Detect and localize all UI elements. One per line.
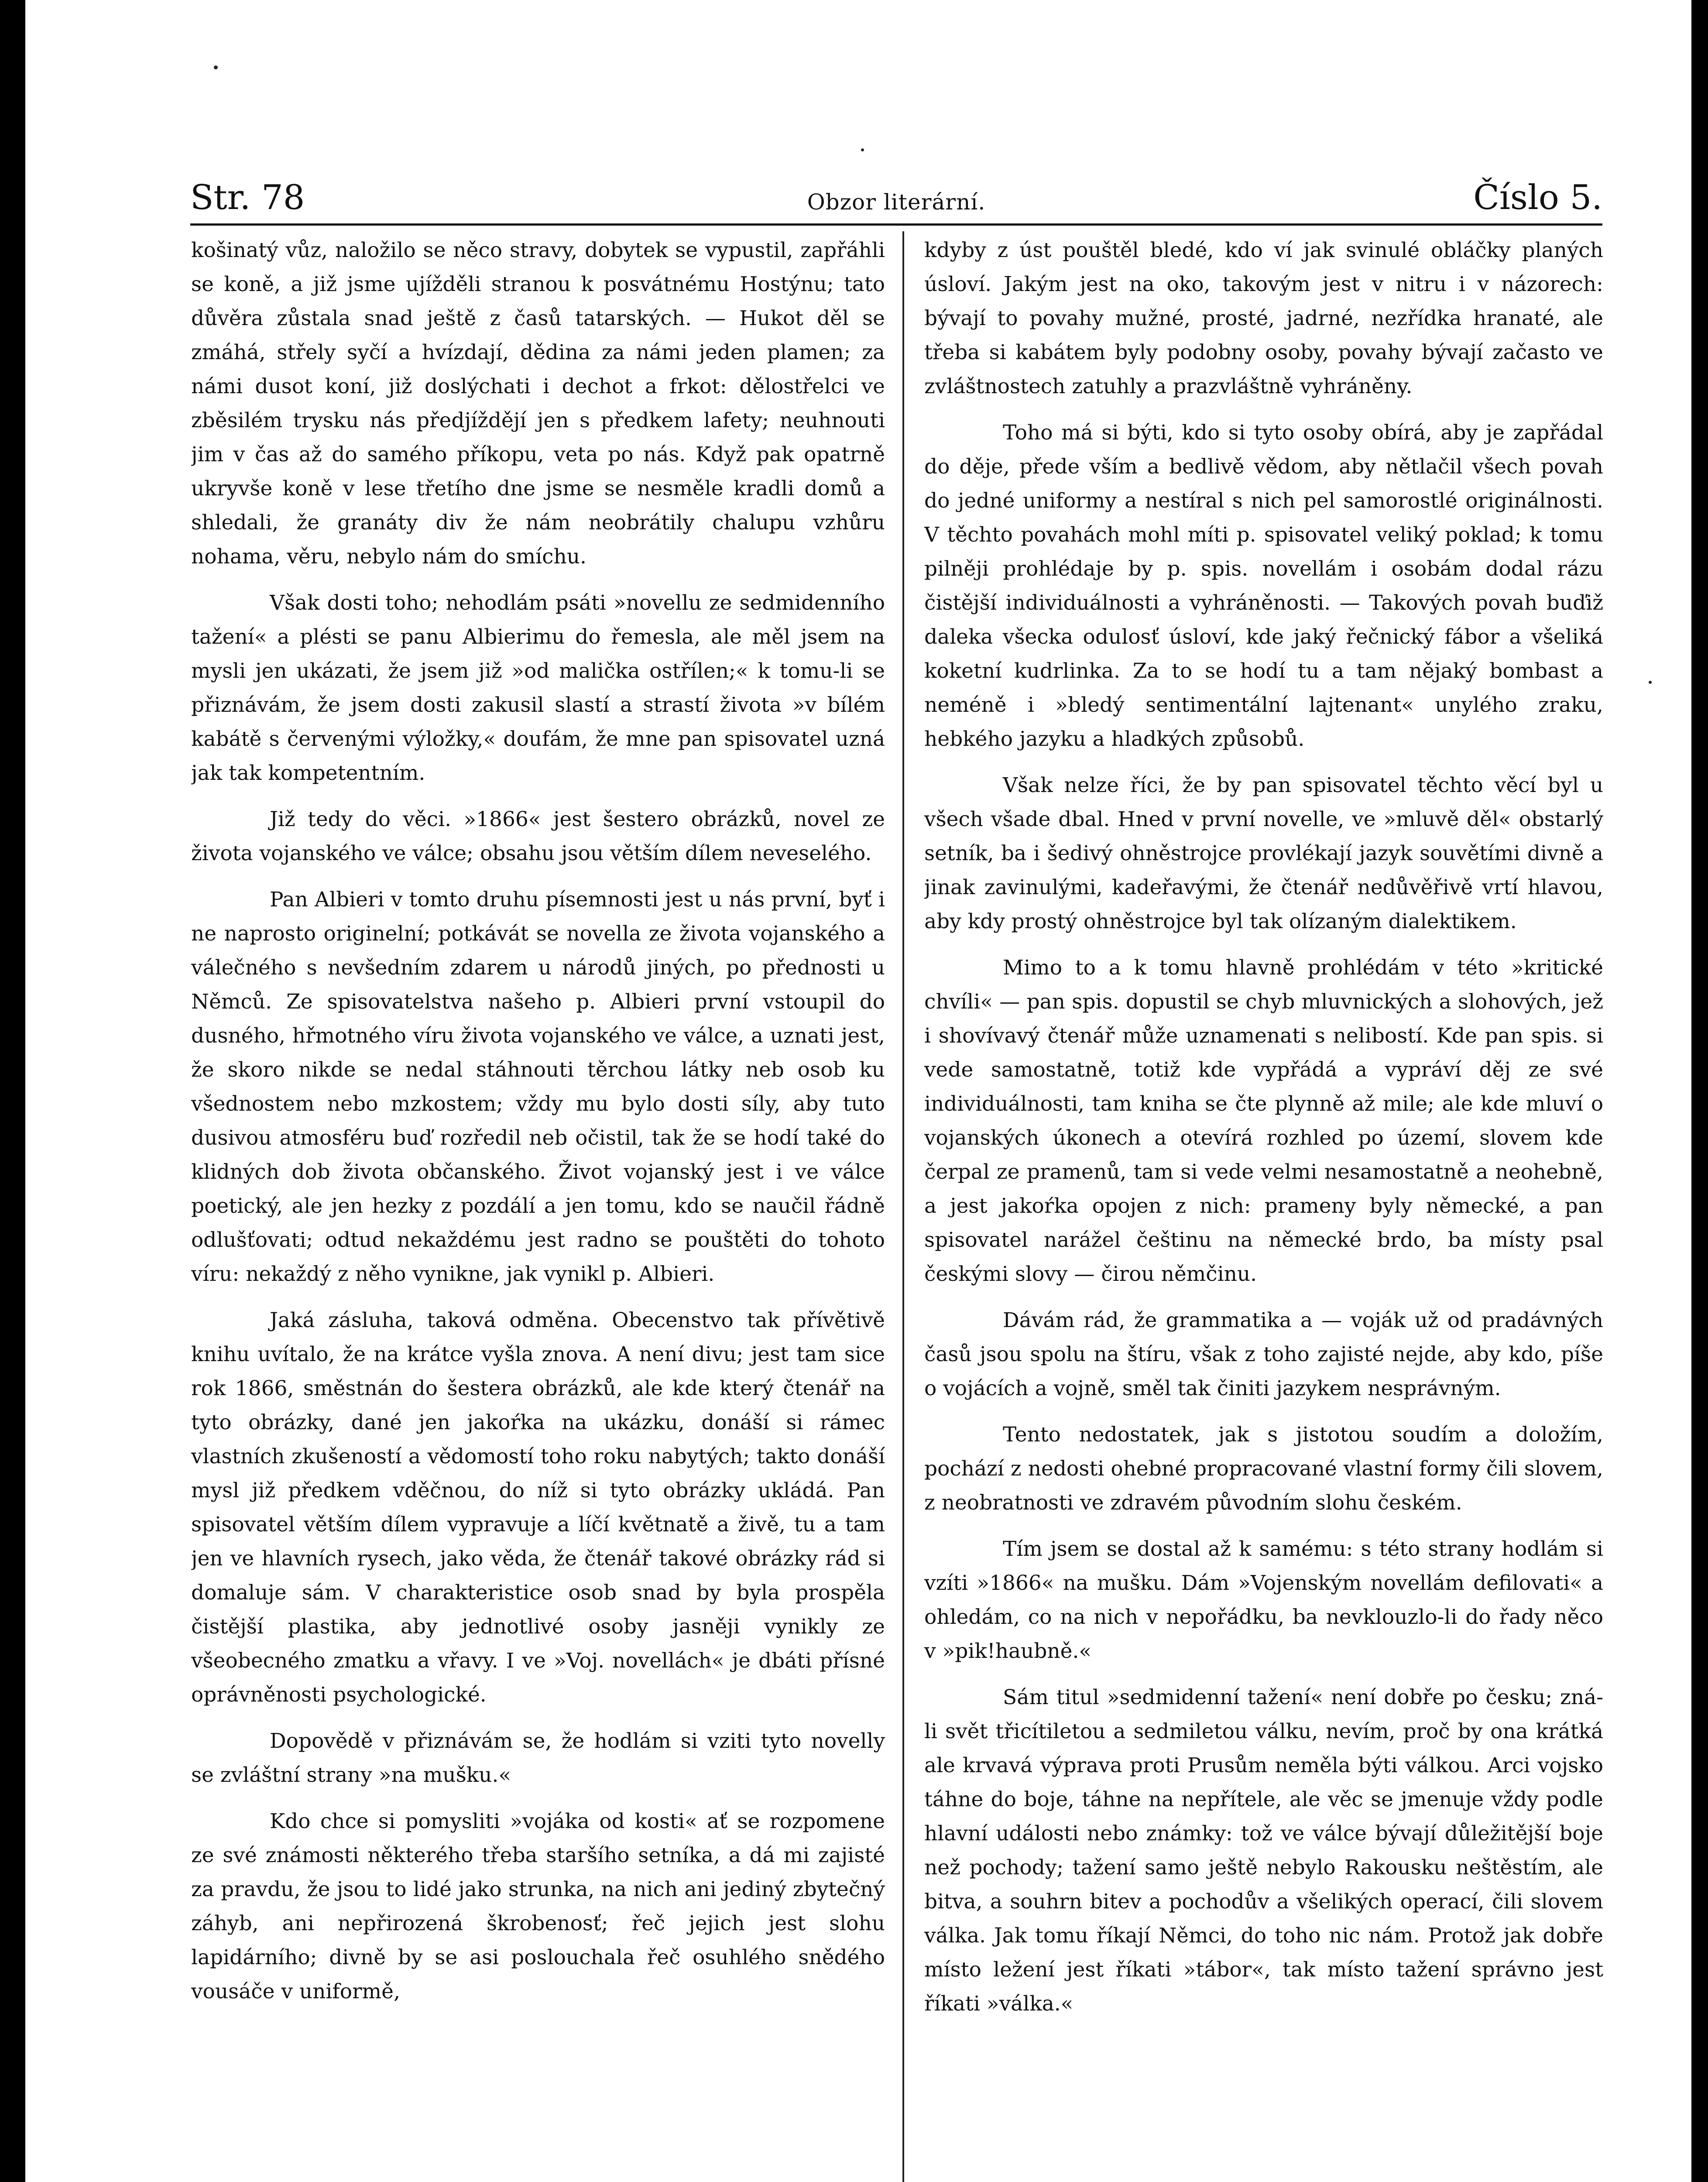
paragraph: Však dosti toho; nehodlám psáti »novellu ze sedmidenního tažení« a plésti se panu Albierimu do řemesla, ale měl jsem na mysli jen ukázati, že jsem již »od malička ostřílen;« k tomu-li se přiznávám, že jsem dosti zakusil slastí a strastí života »v bílém kabátě s červenými výložky,« doufám, že mne pan spisovatel uzná jak tak kompetentním. [191,591,885,785]
right-column [924,233,1603,2182]
paragraph: Kdo chce si pomysliti »vojáka od kosti« ať se rozpomene ze své známosti některého třeba staršího setníka, a dá mi zajisté za pravdu, že jsou to lidé jako strunka, na nich ani jediný zbytečný záhyb, ani nepřirozená škrobenosť; řeč jejich jest slohu lapidárního; divně by se asi poslouchala řeč osuhlého snědého vousáče v uniformě, [191,1809,885,2004]
paragraph: Tím jsem se dostal až k samému: s této strany hodlám si vzíti »1866« na mušku. Dám »Vojenským novellám defilovati« a ohledám, co na nich v nepořádku, ba nevklouzlo-li do řady něco v »pik!haubně.« [924,1537,1603,1663]
paragraph: Dávám rád, že grammatika a — voják už od pradávných časů jsou spolu na štíru, však z toho zajisté nejde, aby kdo, píše o vojácích a vojně, směl tak činiti jazykem nesprávným. [924,1308,1603,1400]
page-header [190,169,1602,217]
paragraph: Pan Albieri v tomto druhu písemnosti jest u nás první, byť i ne naprosto originelní; potkávát se novella ze života vojanského a válečného s nevšedním zdarem u národů jiných, po přednosti u Němců. Ze spisovatelstva našeho p. Albieri první vstoupil do dusného, hřmotného víru života vojanského ve válce, a uznati jest, že skoro nikde se nedal stáhnouti těrchou látky neb osob ku všednostem nebo mzkostem; vždy mu bylo dosti síly, aby tuto dusivou atmosféru buď rozředil neb očistil, tak že se hodí také do klidných dob života občanského. Život vojanský jest i ve válce poetický, ale jen hezky z pozdálí a jen tomu, kdo se naučil řádně odlušťovati; odtud nekaždému jest radno se pouštěti do tohoto víru: nekaždý z něho vynikne, jak vynikl p. Albieri. [191,888,885,1286]
paragraph: Jaká zásluha, taková odměna. Obecenstvo tak přívětivě knihu uvítalo, že na krátce vyšla znova. A není divu; jest tam sice rok 1866, směstnán do šestera obrázků, ale kde který čtenář na tyto obrázky, dané jen jakoŕka na ukázku, donáší si rámec vlastních zkušeností a vědomostí toho roku nabytých; takto donáší mysl již předkem vděčnou, do níž si tyto obrázky ukládá. Pan spisovatel větším dílem vypravuje a líčí květnatě a živě, tu a tam jen ve hlavních rysech, jako věda, že čtenář takové obrázky rád si domaluje sám. V charakteristice osob snad by byla prospěla čistější plastika, aby jednotlivé osoby jasněji vynikly ze všeobecného zmatku a vřavy. I ve »Voj. novellách« je dbáti přísné oprávněnosti psychologické. [191,1308,885,1707]
print-speck [1649,681,1652,684]
paragraph: Dopovědě v přiznávám se, že hodlám si vziti tyto novelly se zvláštní strany »na mušku.« [191,1729,885,1787]
paragraph: Toho má si býti, kdo si tyto osoby obírá, aby je zapřádal do děje, přede vším a bedlivě vědom, aby nětlačil všech povah do jedné uniformy a nestíral s nich pel samorostlé originálnosti. V těchto povahách mohl míti p. spisovatel veliký poklad; k tomu pilněji prohlédaje by p. spis. novellám i osobám dodal rázu čistější individuálnosti a vyhráněnosti. — Takových povah buďiž daleka všecka odulosť úsloví, kde jaký řečnický fábor a všeliká koketní kudrlinka. Za to se hodí tu a tam nějaký bombast a neméně i »bledý sentimentální lajtenant« unylého zraku, hebkého jazyku a hladkých způsobů. [924,421,1603,751]
left-column [191,233,885,2182]
issue-number: Číslo 5. [1473,178,1602,217]
journal-title: Obzor literární. [807,189,986,215]
paragraph: kdyby z úst pouštěl bledé, kdo ví jak svinulé obláčky planých úsloví. Jakým jest na oko, takovým jest v nitru i v názorech: bývají to povahy mužné, prosté, jadrné, nezřídka hranaté, ale třeba si kabátem byly podobny osoby, povahy bývají začasto ve zvláštnostech zatuhly a prazvláštně vyhráněny. [924,238,1603,398]
paragraph: košinatý vůz, naložilo se něco stravy, dobytek se vypustil, zapřáhli se koně, a již jsme ujížděli stranou k posvátnému Hostýnu; tato důvěra zůstala snad ještě z časů tatarských. — Hukot děl se zmáhá, střely syčí a hvízdají, dědina za námi jeden plamen; za námi dusot koní, již doslýchati i dechot a frkot: dělostřelci ve zběsilém trysku nás předjíždějí jen s předkem lafety; neuhnouti jim v čas až do samého příkopu, veta po nás. Když pak opatrně ukryvše koně v lese třetího dne jsme se nesměle kradli domů a shledali, že granáty div že nám neobrátily chalupu vzhůru nohama, věru, nebylo nám do smíchu. [191,238,885,569]
header-rule [190,223,1602,226]
print-speck [861,148,864,151]
page-number: Str. 78 [190,178,305,217]
print-speck [214,65,218,69]
newspaper-page [25,0,1691,2182]
paragraph: Již tedy do věci. »1866« jest šestero obrázků, novel ze života vojanského ve válce; obsahu jsou větším dílem neveselého. [191,807,885,865]
paragraph: Mimo to a k tomu hlavně prohlédám v této »kritické chvíli« — pan spis. dopustil se chyb mluvnických a slohových, jež i shovívavý čtenář může uznamenati s nelibostí. Kde pan spis. si vede samostatně, totiž kde vypřádá a vypráví děj ze své individuálnosti, tam kniha se čte plynně až mile; ale kde mluví o vojanských úkonech a otevírá rozhled po území, slovem kde čerpal ze pramenů, tam si vede velmi nesamostatně a neohebně, a jest jakoŕka opojen z nich: prameny byly německé, a pan spisovatel narážel češtinu na německé brdo, ba místy psal českými slovy — čirou němčinu. [924,956,1603,1286]
column-divider [902,231,904,2182]
paragraph: Tento nedostatek, jak s jistotou soudím a doložím, pochází z nedosti ohebné propracované vlastní formy čili slovem, z neobratnosti ve zdravém původním slohu českém. [924,1423,1603,1515]
paragraph: Však nelze říci, že by pan spisovatel těchto věcí byl u všech všade dbal. Hned v první novelle, ve »mluvě děl« obstarlý setník, ba i šedivý ohněstrojce provlékají jazyk souvětími divně a jinak zavinulými, kadeřavými, že čtenář nedůvěřivě vrtí hlavou, aby kdy prostý ohněstrojce byl tak olízaným dialektikem. [924,773,1603,933]
paragraph: Sám titul »sedmidenní tažení« není dobře po česku; zná-li svět třicítiletou a sedmiletou válku, nevím, proč by ona krátká ale krvavá výprava proti Prusům neměla býti válkou. Arci vojsko táhne do boje, táhne na nepřítele, ale věc se jmenuje vždy podle hlavní události nebo známky: tož ve válce bývají důležitější boje než pochody; tažení samo ještě nebylo Rakousku neštěstím, ale bitva, a souhrn bitev a pochodův a všelikých operací, čili slovem válka. Jak tomu říkají Němci, do toho nic nám. Protož jak dobře místo ležení jest říkati »tábor«, tak místo tažení správno jest říkati »válka.« [924,1685,1603,2016]
